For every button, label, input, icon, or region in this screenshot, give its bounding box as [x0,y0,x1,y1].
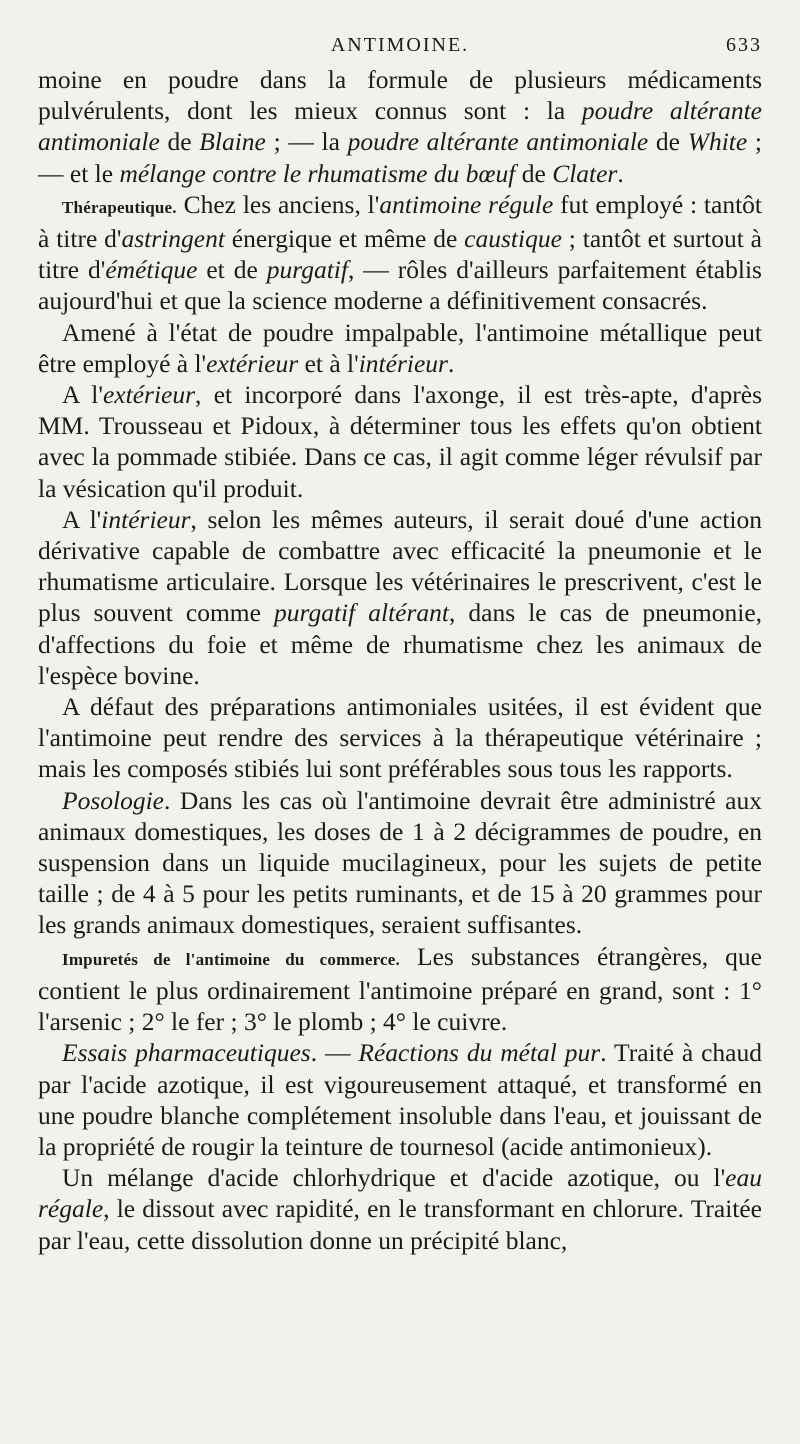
text-run: et de [197,255,267,285]
section-lead: Thérapeutique. [62,197,177,217]
text-run: , selon les mêmes auteurs, il serait doué d'une action dérivative capable de combattre avec efficacité la pneumonie et le rhumatisme articulaire. Lorsque les vétérinaires le prescrivent, c'est le plus souvent comme [38,504,762,628]
text-run: , le dissout avec rapidité, en le transformant en chlorure. Traitée par l'eau, cette dissolution donne un précipité blanc, [38,1194,762,1255]
paragraph-impuretes [38,941,762,1038]
text-run: A défaut des préparations antimoniales usitées, il est évident que l'antimoine peut rendre des services à la thérapeutique vétérinaire ; mais les composés stibiés lui sont préférables sous tous les rapports. [38,692,762,784]
text-run: A l' [62,380,103,410]
text-run: Amené à l'état de poudre impalpable, l'antimoine métallique peut être employé à l' [38,317,762,378]
text-run: ; — et le [38,127,762,188]
text-run: . [447,348,455,378]
italic-text: extérieur [102,380,196,410]
paragraph-essais-pharmaceutiques [38,1037,762,1162]
text-run: ; — la [265,127,348,157]
italic-text: White [687,127,748,157]
paragraph-continuation [38,64,762,189]
section-lead: Impuretés de l'antimoine du commerce. [62,949,400,969]
text-run: de [515,158,553,188]
text-run: Chez les anciens, l' [176,189,380,219]
italic-text: purgatif altérant [274,598,450,628]
italic-text: intérieur [358,348,448,378]
body-text [38,64,762,1256]
paragraph-defaut-preparations [38,691,762,785]
text-run: ; tantôt et surtout à titre d' [38,224,762,285]
italic-text: eau régale [38,1163,762,1224]
text-run: . Traité à chaud par l'acide azotique, il est vigoureusement attaqué, et transformé en une poudre blanche complétement insoluble dans l'eau, et jouissant de la propriété de rougir la teinture de tournesol (acide antimonieux). [38,1038,762,1161]
text-run: . Dans les cas où l'antimoine devrait être administré aux animaux domestiques, les doses de 1 à 2 décigrammes de poudre, en suspension dans un liquide mucilagineux, pour les sujets de petite taille ; de 4 à 5 pour les petits ruminants, et de 15 à 20 grammes pour les grands animaux domestiques, seraient suffisantes. [38,785,762,940]
italic-text: astringent [121,224,225,254]
text-run: , dans le cas de pneumonie, d'affections du foie et même de rhumatisme chez les animaux de l'espèce bovine. [38,598,763,690]
text-run: . [617,158,624,188]
italic-text: mélange contre le rhumatisme du bœuf [119,158,516,188]
paragraph-posologie [38,785,762,941]
italic-text: extérieur [206,348,299,378]
page-number: 633 [726,34,762,56]
italic-text: poudre altérante antimoniale [347,127,649,157]
paragraph-poudre-impalpable [38,317,762,379]
running-title: ANTIMOINE. [330,34,470,56]
paragraph-interieur [38,504,762,691]
text-run: de [648,127,688,157]
paragraph-exterieur [38,379,762,504]
text-run: de [159,127,200,157]
text-run: et à l' [298,348,359,378]
running-head [38,28,762,64]
italic-text: poudre altérante antimoniale [38,96,762,157]
italic-text: Essais pharmaceutiques [62,1038,311,1068]
italic-text: caustique [464,224,562,254]
text-run: , — rôles d'ailleurs parfaitement établis aujourd'hui et que la science moderne a définitivement consacrés. [38,255,762,316]
italic-text: émétique [105,255,198,285]
text-run: énergique et même de [224,224,465,254]
paragraph-therapeutique [38,189,762,317]
text-run: A l' [62,504,102,534]
text-run: Les substances étrangères, que contient le plus ordinairement l'antimoine préparé en grand, sont : 1° l'arsenic ; 2° le fer ; 3° le plomb ; 4° le cuivre. [38,941,762,1037]
italic-text: antimoine régule [379,189,554,219]
italic-text: Clater [552,158,618,188]
text-run: fut employé : tantôt à titre d' [38,189,762,254]
italic-text: intérieur [101,504,191,534]
paragraph-eau-regale [38,1162,762,1256]
italic-text: purgatif [266,255,348,285]
italic-text: Blaine [199,127,266,157]
text-run: moine en poudre dans la formule de plusieurs médicaments pulvérulents, dont les mieux connus sont : la [38,65,762,126]
text-run: Un mélange d'acide chlorhydrique et d'acide azotique, ou l' [62,1163,726,1193]
italic-text: Posologie [62,785,164,815]
text-run: , et incorporé dans l'axonge, il est très-apte, d'après MM. Trousseau et Pidoux, à déterminer tous les effets qu'on obtient avec la pommade stibiée. Dans ce cas, il agit comme léger révulsif par la vésication qu'il produit. [38,380,763,503]
italic-text: Réactions du métal pur [358,1038,601,1068]
text-run: . — [310,1038,359,1068]
